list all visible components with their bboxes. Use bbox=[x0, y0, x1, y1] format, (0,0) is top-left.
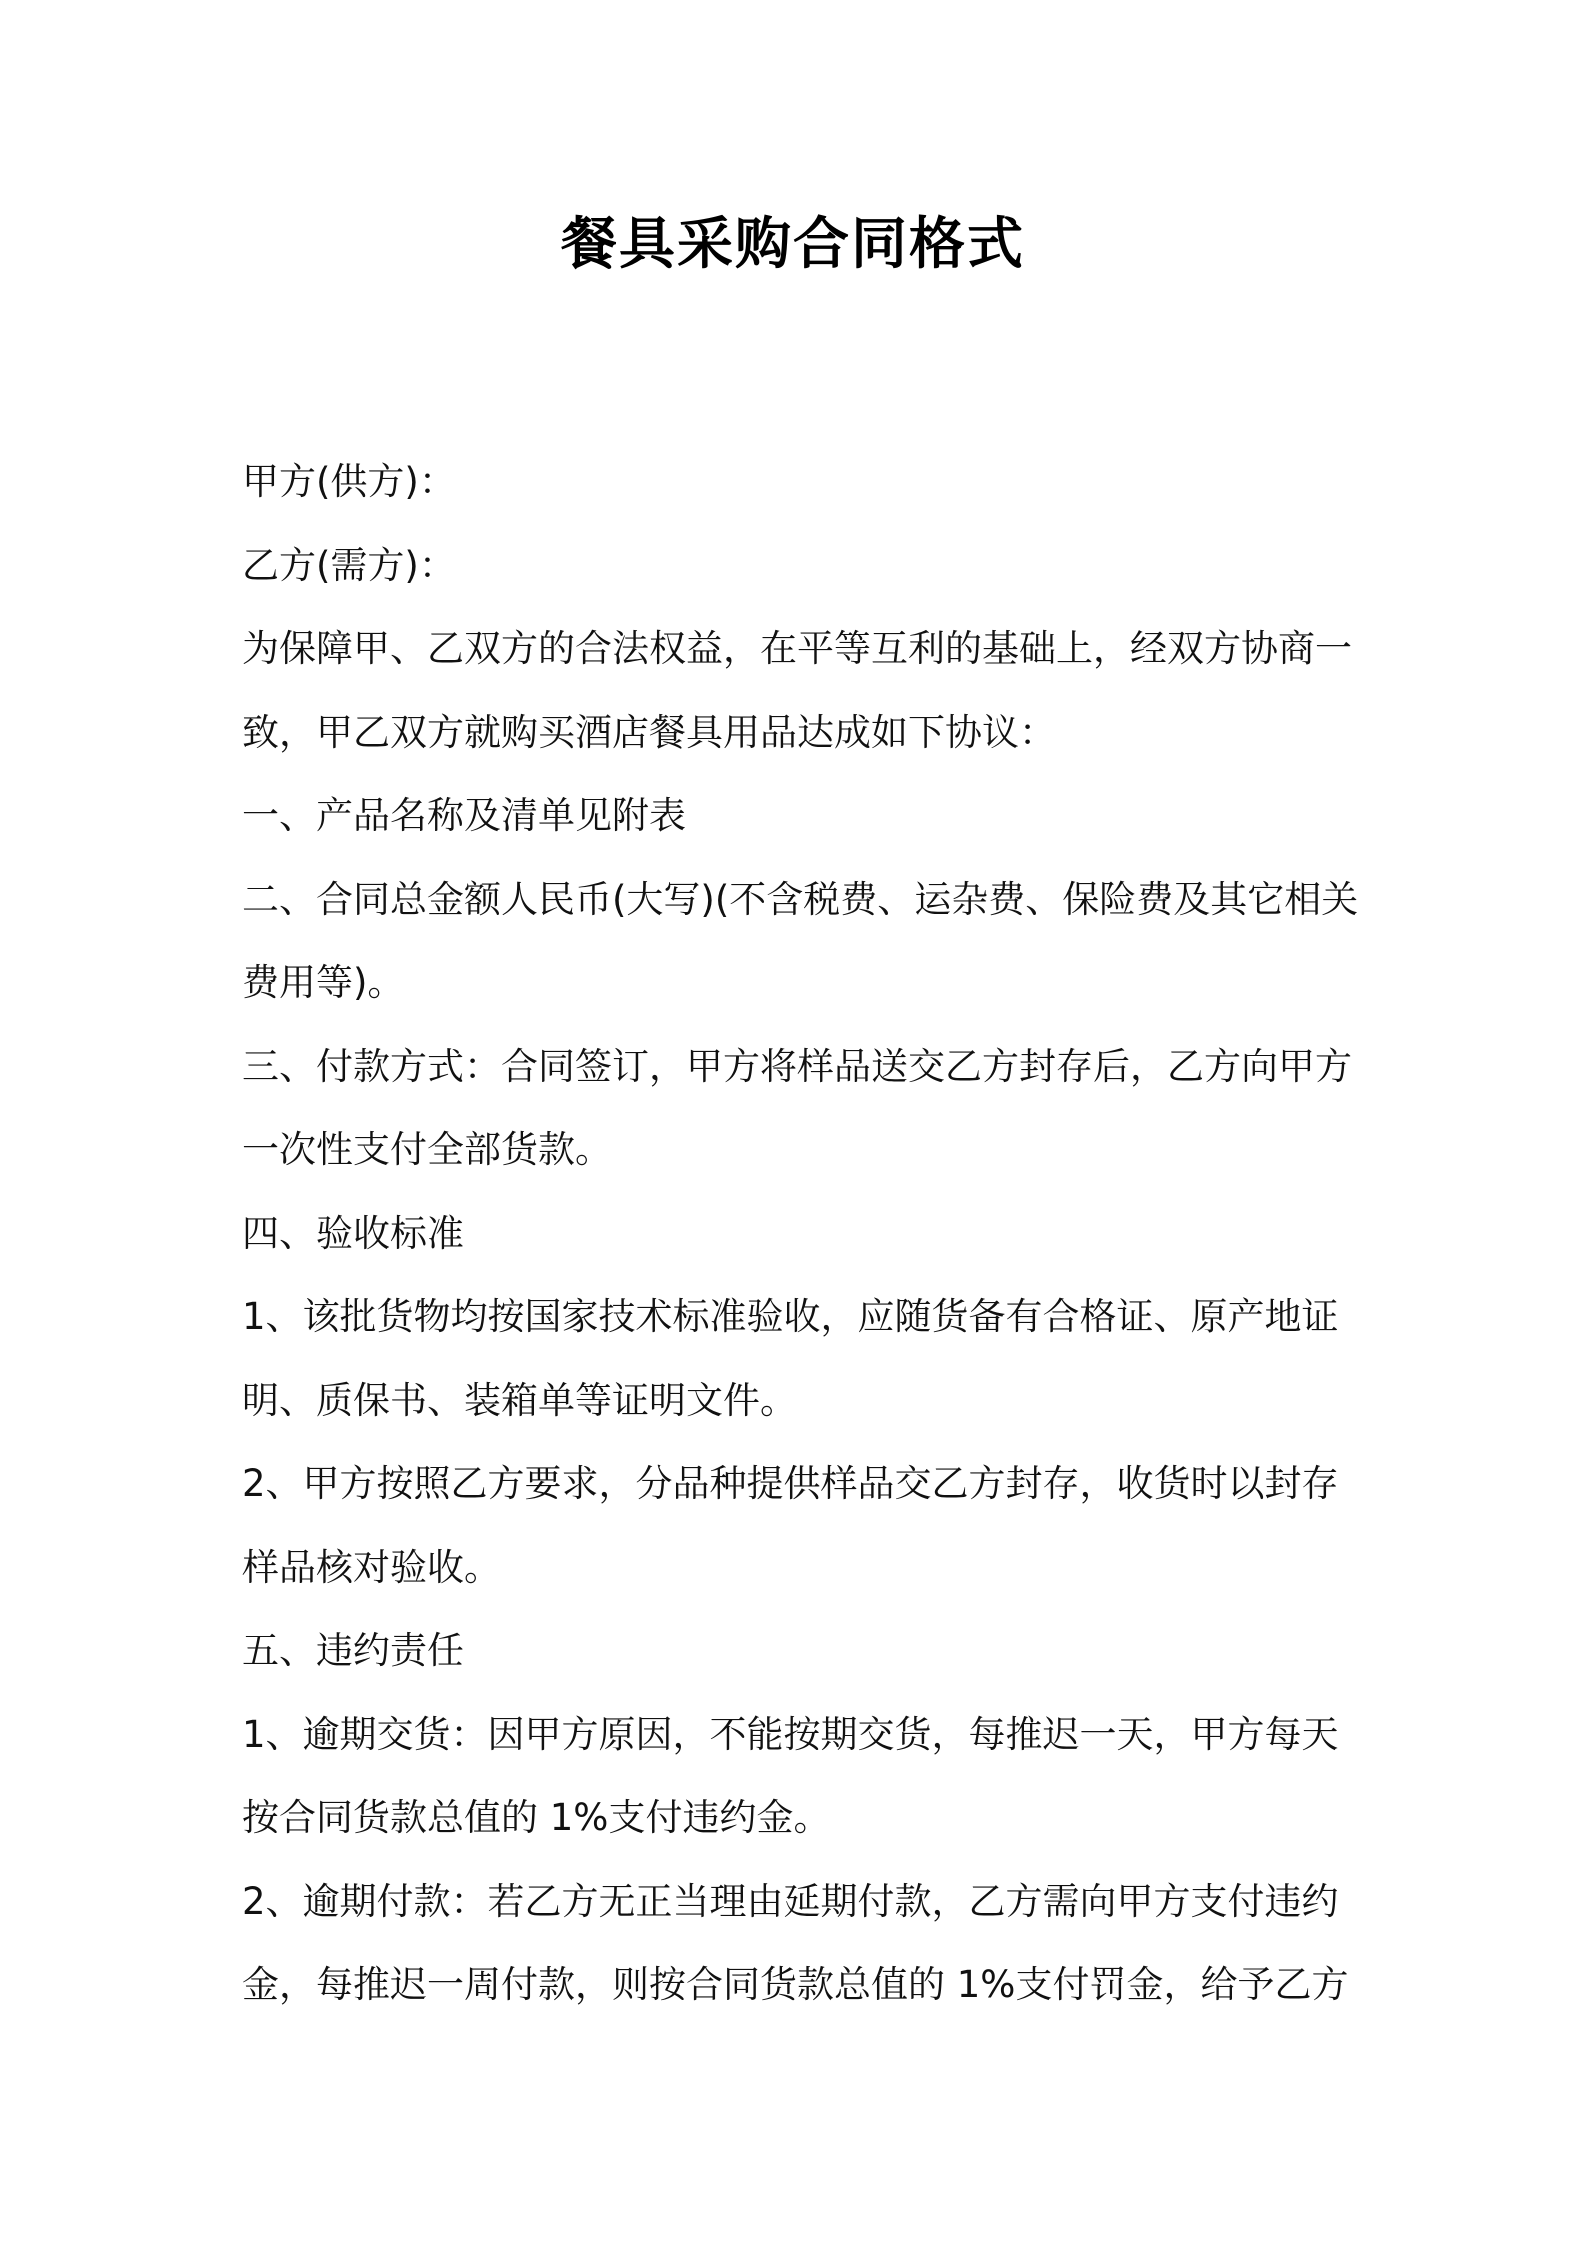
clause-line: 1、逾期交货：因甲方原因，不能按期交货，每推迟一天，甲方每天 bbox=[242, 1712, 1339, 1756]
clause-heading: 五、违约责任 bbox=[242, 1629, 464, 1672]
document-body bbox=[242, 440, 1357, 2027]
clause-line: 明、质保书、装箱单等证明文件。 bbox=[242, 1378, 797, 1422]
clause-line: 二、合同总金额人民币(大写)(不含税费、运杂费、保险费及其它相关 bbox=[242, 877, 1359, 921]
clause-heading: 一、产品名称及清单见附表 bbox=[242, 794, 686, 837]
party-a-line: 甲方(供方)： bbox=[242, 460, 456, 503]
clause-line: 1、该批货物均按国家技术标准验收，应随货备有合格证、原产地证 bbox=[242, 1295, 1339, 1338]
party-b-line: 乙方(需方)： bbox=[242, 543, 456, 587]
clause-line: 金，每推迟一周付款，则按合同货款总值的 1%支付罚金，给予乙方 bbox=[242, 1963, 1349, 2006]
clause-line: 三、付款方式：合同签订，甲方将样品送交乙方封存后，乙方向甲方 bbox=[242, 1044, 1352, 1088]
clause-line: 2、逾期付款：若乙方无正当理由延期付款，乙方需向甲方支付违约 bbox=[242, 1879, 1339, 1923]
clause-heading: 四、验收标准 bbox=[242, 1211, 464, 1255]
preamble-line: 致，甲乙双方就购买酒店餐具用品达成如下协议： bbox=[242, 710, 1056, 754]
clause-line: 一次性支付全部货款。 bbox=[242, 1128, 612, 1171]
preamble-line: 为保障甲、乙双方的合法权益，在平等互利的基础上，经双方协商一 bbox=[242, 627, 1352, 670]
clause-line: 样品核对验收。 bbox=[242, 1545, 501, 1589]
clause-line: 按合同货款总值的 1%支付违约金。 bbox=[242, 1796, 831, 1839]
clause-line: 费用等)。 bbox=[242, 961, 405, 1004]
document-title: 餐具采购合同格式 bbox=[561, 212, 1025, 277]
clause-line: 2、甲方按照乙方要求，分品种提供样品交乙方封存，收货时以封存 bbox=[242, 1462, 1339, 1505]
